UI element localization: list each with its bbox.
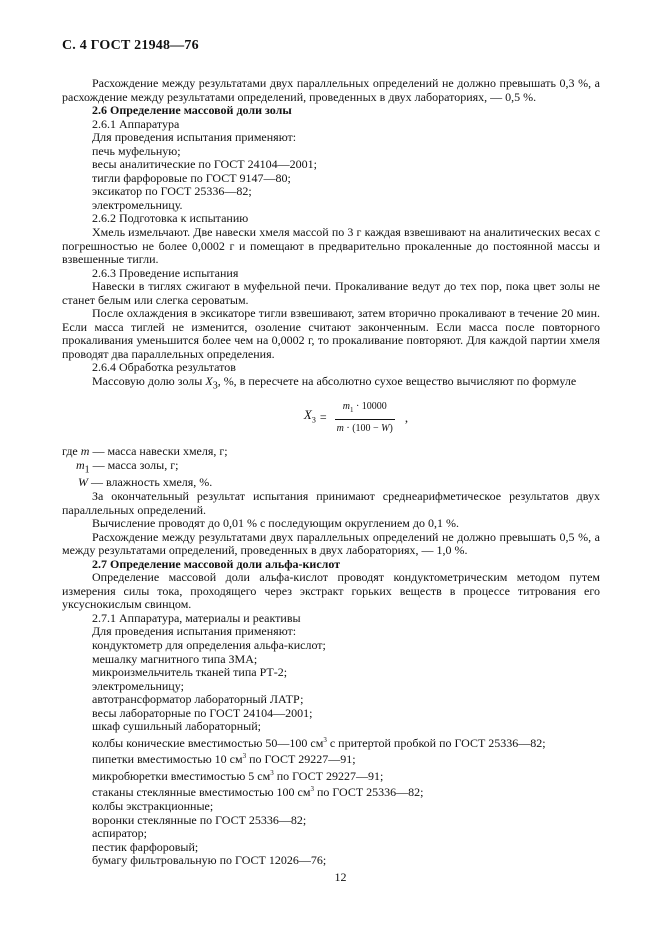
subsection-heading-2-6-2: 2.6.2 Подготовка к испытанию: [92, 211, 249, 226]
list-item: электромельницу;: [92, 678, 184, 693]
list-item: электромельницу.: [92, 197, 183, 212]
list-item: тигли фарфоровые по ГОСТ 9147—80;: [92, 170, 291, 185]
paragraph: Хмель измельчают. Две навески хмеля массой по 3 г каждая взвешивают на аналитических весах с погрешностью не более 0,0002 г и помещают в предварительно прокаленные до постоянной массы и взвешенные тигли.: [62, 225, 600, 267]
subsection-heading-2-7-1: 2.7.1 Аппаратура, материалы и реактивы: [92, 610, 301, 625]
list-item: печь муфельную;: [92, 143, 181, 158]
list-item: колбы конические вместимостью 50—100 $см^3$ с притертой пробкой по ГОСТ 25336—82;: [92, 735, 546, 750]
formula-fraction: [329, 400, 401, 435]
page-number: 12: [334, 870, 347, 884]
formula-legend: $m_1$ — масса золы, г;: [76, 457, 179, 475]
paragraph: Для проведения испытания применяют:: [92, 130, 297, 145]
list-item: колбы экстракционные;: [92, 799, 214, 814]
list-item: шкаф сушильный лабораторный;: [92, 719, 261, 734]
formula-legend: W — влажность хмеля, %.: [78, 475, 213, 490]
formula-numerator: $m_1 \cdot 10000$: [335, 400, 395, 420]
list-item: весы аналитические по ГОСТ 24104—2001;: [92, 157, 317, 172]
paragraph: Расхождение между результатами двух параллельных определений не должно превышать 0,3 %, а расхождение между результатами определений, проведенных в двух лабораториях, — 0,5 %.: [62, 76, 600, 104]
paragraph: Для проведения испытания применяют:: [92, 624, 297, 639]
subsection-heading-2-6-1: 2.6.1 Аппаратура: [92, 116, 180, 131]
paragraph: После охлаждения в эксикаторе тигли взвешивают, затем вторично прокаливают в течение 20 мин. Если масса тиглей не изменится, озоление считают законченным. Если масса после повторного прокаливания уменьшится более чем на 0,0002 г, то прокаливание повторяют. Для каждой партии хмеля проводят два параллельных определения.: [62, 306, 600, 361]
list-item: микробюретки вместимостью 5 $см^3$ по ГОСТ 29227—91;: [92, 768, 384, 783]
paragraph: Вычисление проводят до 0,01 % с последующим округлением до 0,1 %.: [92, 516, 459, 531]
list-item: стаканы стеклянные вместимостью 100 $см^3$ по ГОСТ 25336—82;: [92, 785, 424, 800]
list-item: автотрансформатор лабораторный ЛАТР;: [92, 692, 304, 707]
ash-formula: $X_3$ = $\frac{m_1 \cdot 10000}{m \cdot (100 - W)}$ ,: [303, 401, 409, 434]
list-item: микроизмельчитель тканей типа РТ-2;: [92, 665, 288, 680]
page-body: [62, 77, 600, 868]
list-item: пестик фарфоровый;: [92, 839, 199, 854]
section-heading-2-6: 2.6 Определение массовой доли золы: [92, 103, 292, 118]
formula-legend: где m — масса навески хмеля, г;: [62, 443, 228, 458]
paragraph: Определение массовой доли альфа-кислот проводят кондуктометрическим методом путем измерения силы тока, проходящего через экстракт горьких веществ в процессе титрования его уксуснокислым свинцом.: [62, 570, 600, 612]
paragraph: Расхождение между результатами двух параллельных определений не должно превышать 0,5 %, а между результатами определений, проведенных в двух лабораториях, — 1,0 %.: [62, 529, 600, 558]
formula-denominator: m · (100 − W): [336, 422, 393, 434]
paragraph: Массовую долю золы $X_3$, %, в пересчете на абсолютно сухое вещество вычисляют по формуле: [92, 374, 577, 392]
list-item: мешалку магнитного типа ЗМА;: [92, 651, 258, 666]
list-item: бумагу фильтровальную по ГОСТ 12026—76;: [92, 853, 327, 868]
subsection-heading-2-6-3: 2.6.3 Проведение испытания: [92, 265, 239, 280]
paragraph: Навески в тиглях сжигают в муфельной печи. Прокаливание ведут до тех пор, пока цвет золы не станет белым или слегка сероватым.: [62, 279, 600, 307]
list-item: аспиратор;: [92, 826, 147, 841]
section-heading-2-7: 2.7 Определение массовой доли альфа-кислот: [92, 556, 341, 571]
list-item: воронки стеклянные по ГОСТ 25336—82;: [92, 812, 307, 827]
list-item: пипетки вместимостью 10 $см^3$ по ГОСТ 29227—91;: [92, 752, 356, 767]
variable: X: [205, 374, 213, 389]
page-header: С. 4 ГОСТ 21948—76: [62, 38, 199, 53]
list-item: кондуктометр для определения альфа-кислот;: [92, 638, 326, 653]
list-item: весы лабораторные по ГОСТ 24104—2001;: [92, 705, 313, 720]
list-item: эксикатор по ГОСТ 25336—82;: [92, 184, 252, 199]
subsection-heading-2-6-4: 2.6.4 Обработка результатов: [92, 360, 236, 375]
paragraph: За окончательный результат испытания принимают среднеарифметическое результатов двух параллельных определений.: [62, 489, 600, 517]
